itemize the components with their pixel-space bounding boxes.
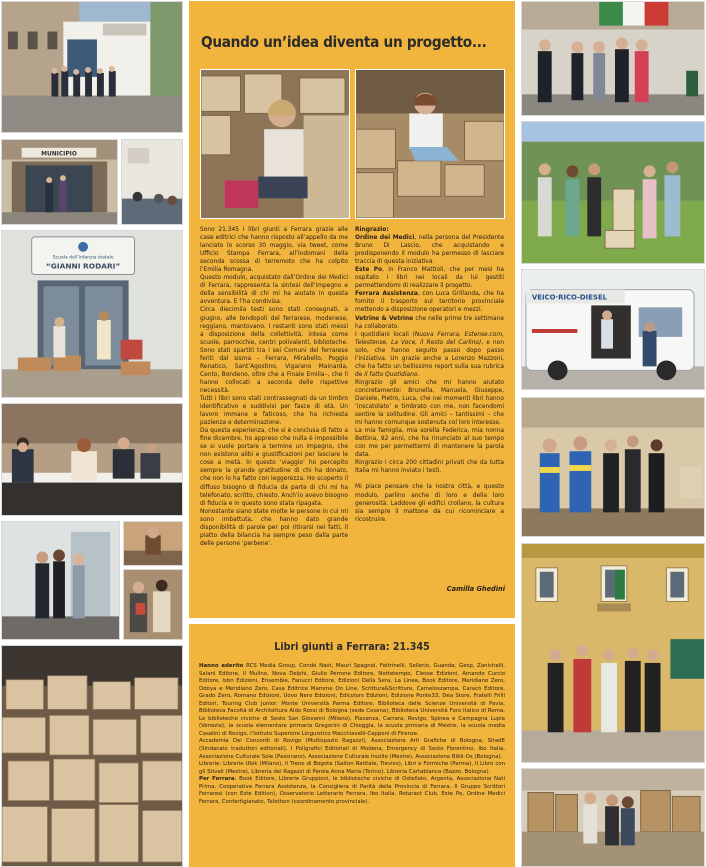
photo-library-boxes [521, 768, 705, 867]
thanks-item [355, 315, 504, 331]
books-section-text: RCS Media Group, Condé Nast, Mauri Spagnol, Feltrinelli, Sellerio, Guanda, Gesp, Zanichelli, Salani Editore, Il Mulino, Nova Delphi, Giulio Perrone Editore, Nottetempo, Clesse Edizioni, Amando Curcio Editore, Isbn Edizioni, Ensemble, Fanucci Editore, Edizioni Della Sera, La Linea, Book Editore, Meridiano Zero, Odoya e Meridiano Zero, Casa Editrice Mamme On Line, Scrittura&Scritture, Cameloszampa, Caracò Editore, Grado Zero, Romano Edizioni, Uovo Nero Edizioni, Edicolors Edizioni, Edizione Ponte33, Dea Store, Fratelli Frilli Editori, Touring Club Junior. Monte Università Parma Editore, Biblioteca delle Scienze Università di Pavia, Biblioteca Facoltà di Architettura Aldo Rossi di Bologna (sede Cesena), Biblioteca Università Foro Italico di Roma. Le biblioteche civiche di Sesto San Giovanni (Milano), Piacenza, Carrara, Rovigo, Spinea e Campagna Lupia (Venezia), la scuola elementare primaria Gregorini di Chioggia, la scuola primaria di Mestre, la scuola media Casalini di Rovigo, l’Istituto Superiore Linguistico Macchiavelli-Capponi di Firenze. [199, 663, 505, 737]
photo-group-indoor [521, 397, 705, 537]
thanks-heading: Ringrazio: [355, 227, 389, 233]
page-title: Quando un’idea diventa un progetto... [201, 33, 487, 51]
photo-ferrara-assistenza-van [521, 269, 705, 390]
media-lead: I quotidiani locali [355, 331, 413, 338]
photo-woman-on-boxes [355, 69, 505, 219]
thanks-name: Ordine dei Medici [355, 235, 415, 242]
article-paragraph: Da questa esperienza, che si è conclusa di fatto a fine dicembre, ho appreso che nulla è impossibile se si vuole portare a termine un impegno, che non esistono alibi e giustificazioni per lasciare le cose a metà. In questo ‘viaggio’ ho percepito sempre la grande gratitudine di chi ha donato, che non lo ha fatto con leggerezza. Ho scoperto il diffuso bisogno di fiducia da parte di chi mi ha telefonato, scritto, chiesto. Anch’io avevo bisogno di fiducia e in questo sono stata ripagata. [200, 428, 348, 507]
van-brand-text: VEICO·RICO-DIESEL [531, 293, 608, 302]
article-paragraph: La mia famiglia, mia sorella Federica, mia nonna Bettina, 92 anni, che ha rinunciato al suo tempo con me per permettermi di mantenere la parola data. [355, 428, 504, 459]
books-panel [189, 624, 515, 867]
article-panel [189, 1, 515, 618]
books-title: Libri giunti a Ferrara: 21.345 [274, 641, 430, 653]
school-sign-name: “GIANNI RODARI” [45, 261, 121, 271]
photo-flag-group [521, 1, 705, 116]
books-section [199, 663, 505, 738]
thanks-text: , in Franco Mattioli, che per mesi ha ospitato i libri nei locali da lui gestiti permettendomi di realizzare il progetto. [355, 267, 504, 290]
books-list [199, 663, 505, 806]
photo-municipio-entrance [1, 139, 118, 225]
media-thanks [355, 331, 504, 379]
photo-woman-with-books [200, 69, 350, 219]
article-paragraph: Ringrazio gli amici che mi hanno aiutato concretamente: Brunella, Manuela, Giuseppe, Daniele, Pietro, Luca, che nei momenti libri hanno ‘inscatolato’ e timbrato con me, non facendomi sentire la solitudine. Gli amici – tantissimi – che mi hanno comunque sostenuta col loro interesse. [355, 379, 504, 427]
article-paragraph: Tutti i libri sono stati contrassegnati da un timbro identificativo e suddivisi per fasce di età. Un lavoro immane e faticoso, che ha richiesta pazienza e determinazione. [200, 395, 348, 427]
books-section [199, 761, 505, 776]
school-sign-line: Scuola dell’infanzia statale [52, 255, 114, 261]
photo-ceremony-table [1, 403, 183, 516]
photo-school-rodari [1, 230, 183, 398]
municipio-sign: MUNICIPIO [41, 151, 77, 158]
thanks-name: Vetrine & Vetrine [355, 315, 414, 322]
thanks-text: , nella persona del Presidente Bruno Di Lascio, che acquistando e predisponendo il modulo ha permesso di lasciare traccia di questa iniziativa. [355, 235, 504, 266]
photo-building-group [1, 1, 183, 133]
photo-town-hall-group [521, 543, 705, 763]
photo-people-standing [1, 521, 120, 640]
article-right-column [355, 226, 504, 524]
photo-group-outdoor [521, 121, 705, 264]
author-signature: Camilla Ghedini [446, 585, 505, 593]
books-section [199, 776, 505, 806]
thanks-item [355, 266, 504, 290]
photo-box-warehouse [1, 645, 183, 867]
article-paragraph: Questo modulo, acquistato dall’Ordine dei Medici di Ferrara, rappresenta la sintesi dell’impegno e della sensibilità di chi mi ha aiutato in questa avventura. E l’ha condivisa. [200, 275, 348, 306]
article-paragraph: Nonostante siano state molte le persone in cui mi sono imbattuta, che hanno dato grande disponibilità di parole per poi ritirarsi nei fatti, il piatto della bilancia ha sempre peso dalla parte delle persone ‘perbene’. [200, 508, 348, 547]
photo-books-held [123, 569, 183, 640]
article-left-column [200, 226, 348, 548]
article-paragraph: Circa diecimila testi sono stati consegnati, a giugno, alle tendopoli del ferrarese, modenese, reggiano, mantovano. I restanti sono stati messi a disposizione della collettività, intesa come scuole, parrocchie, centri polivalenti, biblioteche. Sono stati spartiti tra i sei Comuni del ferrarese feriti dal sisma – Ferrara, Mirabello, Poggio Renatico, Sant’Agostino, Vigarano Mainarda, Cento, Bondeno, oltre che a Finale Emilia–, che li hanno collocati a seconda delle rispettive necessità. [200, 307, 348, 394]
thanks-name: Este Po [355, 267, 383, 274]
article-paragraph: Ringrazio i circa 200 cittadini privati che da tutta Italia mi hanno inviato i testi. [355, 460, 504, 475]
thanks-name: Ferrara Assistenza [355, 291, 418, 298]
thanks-item [355, 290, 504, 314]
books-section-text: Librerie: Librerie Ubik (Milano), Il Treno di Bogota (Salton Ratitale, Treviso), Libri e Formiche (Parma), Il Libro con gli Stivali (Mestre), Libreria dei Ragazzi di Parola Anna Maria (Torino), Libreria Cartabianca (Bazzo, Bologna). [199, 761, 505, 775]
photo-woman-reading [123, 521, 183, 566]
photo-people-seated [121, 139, 183, 225]
media-paper: il fatto Quotidiano [364, 371, 418, 378]
books-section-text: Accademia Dei Concordi di Rovigo (Multispazio Ragazzi), Associazione Arti Grafiche di Bologna, SIradE (Sindacato traduttori editoriali), I Poligrafici Editoriali di Modena, Emergency di Sesto Fiorentino, Ibo Italia, Associazione Culturale Sole (Passirano), Associazione Culturale Inutile (Mestre), Associazione Bibli-Os (Bologna). [199, 738, 505, 760]
article-paragraph: Mi piace pensare che la nostra città, e questo modulo, parlino anche di loro e della loro generosità. Laddove gli edifici crollano, la cultura sia sempre il mattone da cui ricominciare a ricostruire. [355, 484, 504, 523]
media-rest: , e non solo, che hanno seguito passo dopo passo l’iniziativa. Un grazie anche a Lorenzo Mazzoni, che ha fatto un bellissimo report sulla sua rubrica de [355, 339, 505, 378]
media-end: . [417, 371, 420, 378]
books-section [199, 738, 505, 761]
article-paragraph: Sono 21.345 i libri giunti a Ferrara grazie alle case editrici che hanno risposto all’appello da me lanciato lo scorso 30 maggio, via tweet, come Ufficio Stampa Ferrara, all’indomani della seconda scossa di terremoto che ha colpito l’Emilia Romagna. [200, 227, 348, 274]
thanks-text: che nelle prime tre settimane ha collaborato. [355, 315, 504, 330]
books-section-label: Hanno aderito [199, 663, 244, 669]
thanks-item [355, 234, 504, 266]
media-names: (Nuova Ferrara, Estense.com, Telestense, La Voce, il Resto del Carlino) [355, 331, 504, 346]
books-section-label: Per Ferrara [199, 776, 235, 783]
books-section-text: : Book Editore, Librerie Gruppioni, le biblioteche civiche di Ostellato, Argenta, Associazione Nati Prima, Cooperativa Ferrara Assistenza, la Consigliera di Parità della Provincia di Ferrara, Il Gruppo Scrittori Ferraresi (con Este Edition), Osservatorio Letterario Ferrara, Ibo Italia, Rotaract Club, Este Po, Ordine Medici Ferrara, Confartigianato, Telethon (coordinamento provinciale). [199, 776, 505, 805]
thanks-text: , con Luca Grillanda, che ha fornito il trasporto sul territorio provinciale mettendo a disposizione operatori e mezzi. [355, 291, 504, 314]
